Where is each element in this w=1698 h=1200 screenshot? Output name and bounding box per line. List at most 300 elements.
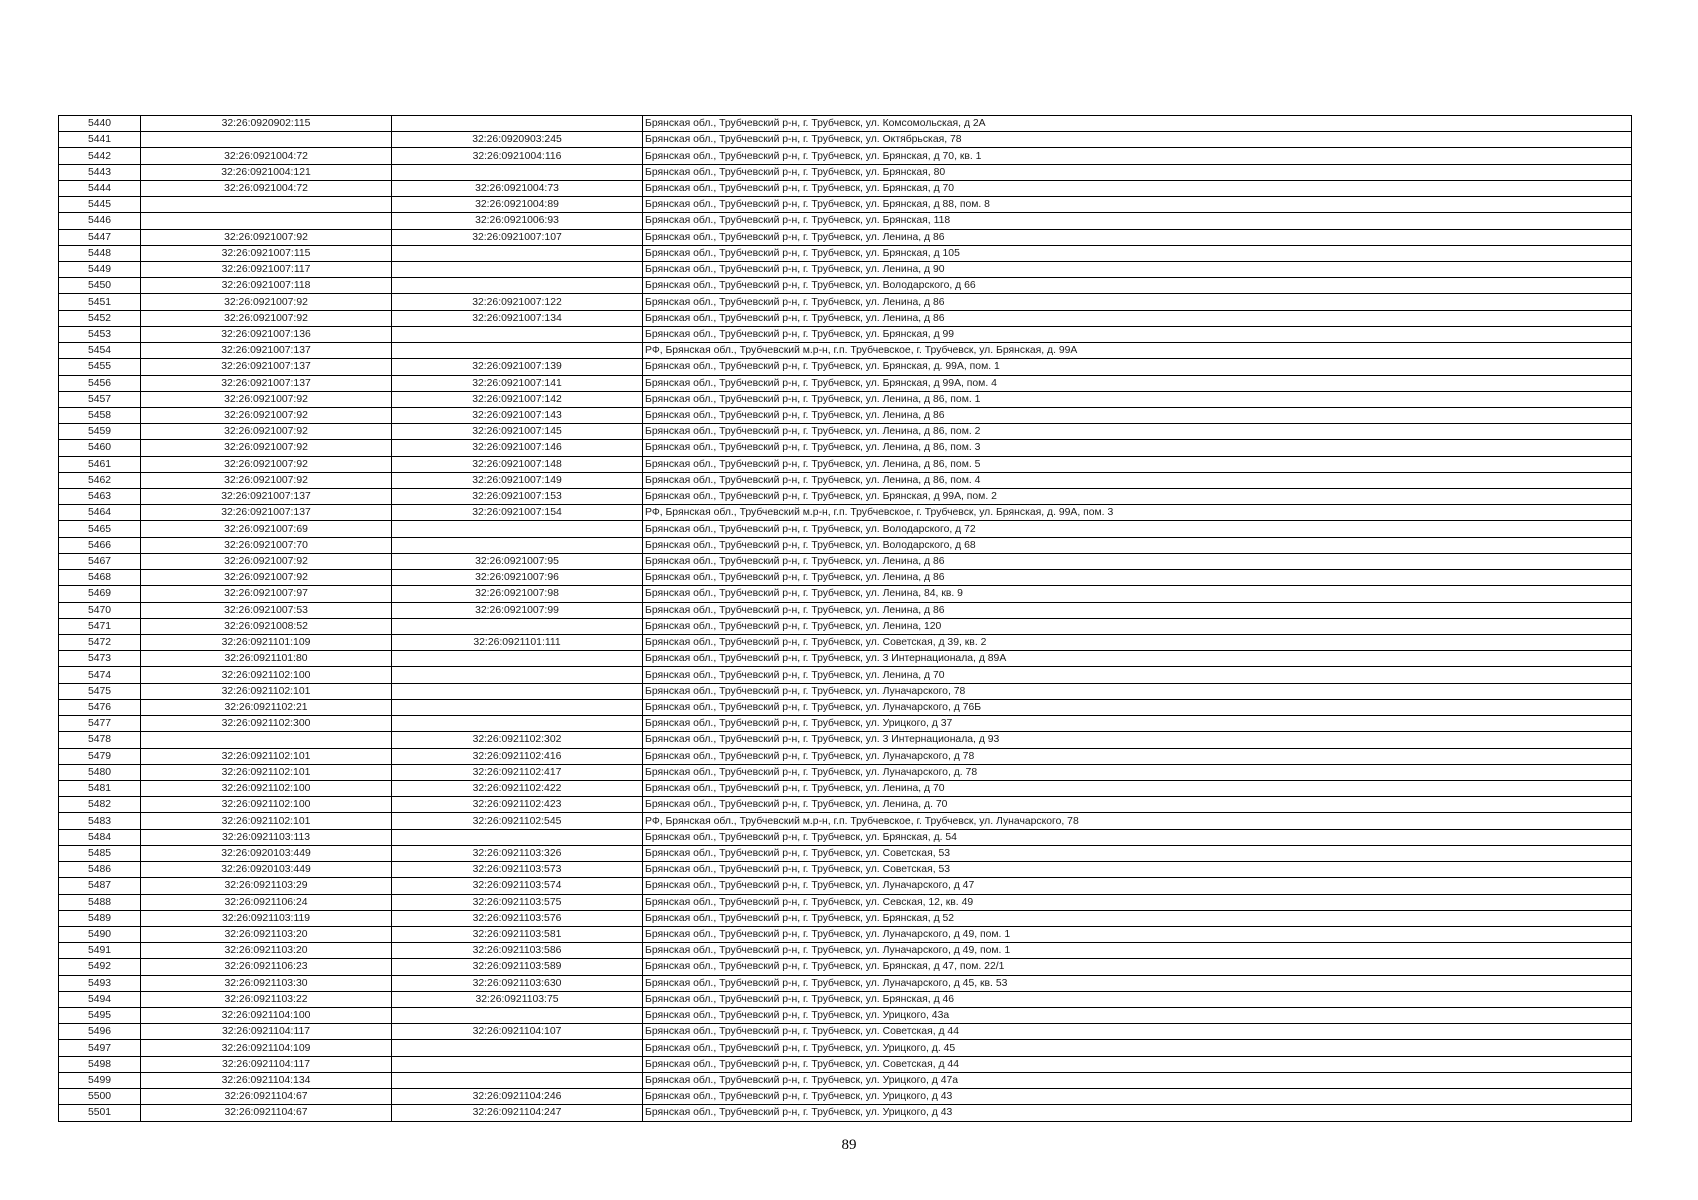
object-number-cell: 32:26:0921004:89 xyxy=(392,197,643,213)
parcel-number-cell: 32:26:0920103:449 xyxy=(141,862,392,878)
row-number-cell: 5464 xyxy=(59,505,141,521)
parcel-number-cell: 32:26:0921102:101 xyxy=(141,764,392,780)
object-number-cell xyxy=(392,651,643,667)
object-number-cell: 32:26:0921103:326 xyxy=(392,845,643,861)
row-number-cell: 5471 xyxy=(59,618,141,634)
row-number-cell: 5479 xyxy=(59,748,141,764)
table-row xyxy=(59,1024,1632,1040)
object-number-cell: 32:26:0921007:148 xyxy=(392,456,643,472)
table-row xyxy=(59,359,1632,375)
table-row xyxy=(59,926,1632,942)
address-cell: Брянская обл., Трубчевский р-н, г. Трубчевск, ул. Советская, 53 xyxy=(643,862,1632,878)
row-number-cell: 5486 xyxy=(59,862,141,878)
address-cell: Брянская обл., Трубчевский р-н, г. Трубчевск, ул. Урицкого, д 47а xyxy=(643,1072,1632,1088)
address-cell: Брянская обл., Трубчевский р-н, г. Трубчевск, ул. 3 Интернационала, д 89А xyxy=(643,651,1632,667)
object-number-cell: 32:26:0921103:576 xyxy=(392,910,643,926)
address-cell: Брянская обл., Трубчевский р-н, г. Трубчевск, ул. Брянская, д 70, кв. 1 xyxy=(643,148,1632,164)
row-number-cell: 5472 xyxy=(59,635,141,651)
row-number-cell: 5445 xyxy=(59,197,141,213)
table-row xyxy=(59,699,1632,715)
table-row xyxy=(59,635,1632,651)
table-row xyxy=(59,797,1632,813)
object-number-cell: 32:26:0921104:246 xyxy=(392,1089,643,1105)
object-number-cell: 32:26:0921102:545 xyxy=(392,813,643,829)
object-number-cell: 32:26:0921103:589 xyxy=(392,959,643,975)
object-number-cell: 32:26:0921103:575 xyxy=(392,894,643,910)
object-number-cell: 32:26:0921007:143 xyxy=(392,407,643,423)
address-cell: Брянская обл., Трубчевский р-н, г. Трубчевск, ул. Ленина, д 86, пом. 4 xyxy=(643,472,1632,488)
address-cell: Брянская обл., Трубчевский р-н, г. Трубчевск, ул. Ленина, д 86, пом. 2 xyxy=(643,424,1632,440)
row-number-cell: 5451 xyxy=(59,294,141,310)
object-number-cell xyxy=(392,343,643,359)
row-number-cell: 5496 xyxy=(59,1024,141,1040)
table-row xyxy=(59,748,1632,764)
table-row xyxy=(59,975,1632,991)
row-number-cell: 5493 xyxy=(59,975,141,991)
object-number-cell xyxy=(392,278,643,294)
parcel-number-cell: 32:26:0921101:80 xyxy=(141,651,392,667)
parcel-number-cell xyxy=(141,732,392,748)
table-row xyxy=(59,391,1632,407)
row-number-cell: 5491 xyxy=(59,943,141,959)
parcel-number-cell: 32:26:0921103:20 xyxy=(141,926,392,942)
object-number-cell: 32:26:0921007:141 xyxy=(392,375,643,391)
table-row xyxy=(59,780,1632,796)
object-number-cell: 32:26:0921103:581 xyxy=(392,926,643,942)
row-number-cell: 5498 xyxy=(59,1056,141,1072)
object-number-cell: 32:26:0921103:586 xyxy=(392,943,643,959)
object-number-cell xyxy=(392,245,643,261)
table-row xyxy=(59,845,1632,861)
object-number-cell xyxy=(392,326,643,342)
table-row xyxy=(59,148,1632,164)
address-cell: Брянская обл., Трубчевский р-н, г. Трубчевск, ул. Урицкого, д. 45 xyxy=(643,1040,1632,1056)
table-row xyxy=(59,862,1632,878)
row-number-cell: 5481 xyxy=(59,780,141,796)
row-number-cell: 5489 xyxy=(59,910,141,926)
parcel-number-cell: 32:26:0921007:70 xyxy=(141,537,392,553)
parcel-number-cell: 32:26:0921106:24 xyxy=(141,894,392,910)
address-cell: Брянская обл., Трубчевский р-н, г. Трубчевск, ул. Ленина, д 86 xyxy=(643,294,1632,310)
table-row xyxy=(59,440,1632,456)
row-number-cell: 5457 xyxy=(59,391,141,407)
table-row xyxy=(59,1056,1632,1072)
object-number-cell xyxy=(392,521,643,537)
object-number-cell xyxy=(392,537,643,553)
parcel-number-cell: 32:26:0921104:100 xyxy=(141,1008,392,1024)
parcel-number-cell: 32:26:0921007:118 xyxy=(141,278,392,294)
address-cell: Брянская обл., Трубчевский р-н, г. Трубчевск, ул. Брянская, д. 99А, пом. 1 xyxy=(643,359,1632,375)
parcel-number-cell: 32:26:0921104:134 xyxy=(141,1072,392,1088)
row-number-cell: 5499 xyxy=(59,1072,141,1088)
row-number-cell: 5455 xyxy=(59,359,141,375)
table-row xyxy=(59,278,1632,294)
table-row xyxy=(59,261,1632,277)
parcel-number-cell: 32:26:0921103:113 xyxy=(141,829,392,845)
object-number-cell xyxy=(392,1072,643,1088)
cadastral-table xyxy=(58,115,1632,1122)
parcel-number-cell: 32:26:0921102:100 xyxy=(141,667,392,683)
object-number-cell: 32:26:0921104:107 xyxy=(392,1024,643,1040)
address-cell: Брянская обл., Трубчевский р-н, г. Трубчевск, ул. Брянская, д 99А, пом. 4 xyxy=(643,375,1632,391)
table-row xyxy=(59,910,1632,926)
address-cell: Брянская обл., Трубчевский р-н, г. Трубчевск, ул. Луначарского, д 45, кв. 53 xyxy=(643,975,1632,991)
table-row xyxy=(59,424,1632,440)
row-number-cell: 5452 xyxy=(59,310,141,326)
address-cell: Брянская обл., Трубчевский р-н, г. Трубчевск, ул. Ленина, д 86 xyxy=(643,407,1632,423)
object-number-cell: 32:26:0921007:145 xyxy=(392,424,643,440)
address-cell: Брянская обл., Трубчевский р-н, г. Трубчевск, ул. Ленина, д 86 xyxy=(643,553,1632,569)
parcel-number-cell: 32:26:0921102:101 xyxy=(141,683,392,699)
address-cell: Брянская обл., Трубчевский р-н, г. Трубчевск, ул. Луначарского, д 47 xyxy=(643,878,1632,894)
address-cell: Брянская обл., Трубчевский р-н, г. Трубчевск, ул. Ленина, д 86 xyxy=(643,602,1632,618)
parcel-number-cell: 32:26:0921007:92 xyxy=(141,424,392,440)
address-cell: Брянская обл., Трубчевский р-н, г. Трубчевск, ул. Брянская, 118 xyxy=(643,213,1632,229)
table-row xyxy=(59,116,1632,132)
row-number-cell: 5442 xyxy=(59,148,141,164)
table-row xyxy=(59,618,1632,634)
parcel-number-cell: 32:26:0921007:92 xyxy=(141,229,392,245)
object-number-cell: 32:26:0921103:574 xyxy=(392,878,643,894)
row-number-cell: 5462 xyxy=(59,472,141,488)
parcel-number-cell: 32:26:0921102:21 xyxy=(141,699,392,715)
address-cell: Брянская обл., Трубчевский р-н, г. Трубчевск, ул. Брянская, д 70 xyxy=(643,180,1632,196)
row-number-cell: 5448 xyxy=(59,245,141,261)
address-cell: Брянская обл., Трубчевский р-н, г. Трубчевск, ул. Володарского, д 66 xyxy=(643,278,1632,294)
address-cell: Брянская обл., Трубчевский р-н, г. Трубчевск, ул. Советская, д 44 xyxy=(643,1024,1632,1040)
address-cell: Брянская обл., Трубчевский р-н, г. Трубчевск, ул. Урицкого, д 37 xyxy=(643,716,1632,732)
table-row xyxy=(59,456,1632,472)
row-number-cell: 5483 xyxy=(59,813,141,829)
parcel-number-cell: 32:26:0921007:137 xyxy=(141,343,392,359)
object-number-cell xyxy=(392,261,643,277)
row-number-cell: 5454 xyxy=(59,343,141,359)
object-number-cell: 32:26:0921007:142 xyxy=(392,391,643,407)
parcel-number-cell xyxy=(141,132,392,148)
address-cell: Брянская обл., Трубчевский р-н, г. Трубчевск, ул. Ленина, д 86 xyxy=(643,310,1632,326)
row-number-cell: 5443 xyxy=(59,164,141,180)
object-number-cell: 32:26:0921007:153 xyxy=(392,489,643,505)
object-number-cell xyxy=(392,1008,643,1024)
table-row xyxy=(59,132,1632,148)
address-cell: Брянская обл., Трубчевский р-н, г. Трубчевск, ул. Ленина, д 70 xyxy=(643,780,1632,796)
address-cell: Брянская обл., Трубчевский р-н, г. Трубчевск, ул. Брянская, д 88, пом. 8 xyxy=(643,197,1632,213)
object-number-cell xyxy=(392,683,643,699)
address-cell: Брянская обл., Трубчевский р-н, г. Трубчевск, ул. Ленина, д 86, пом. 1 xyxy=(643,391,1632,407)
address-cell: РФ, Брянская обл., Трубчевский м.р-н, г.п. Трубчевское, г. Трубчевск, ул. Луначарского, 78 xyxy=(643,813,1632,829)
row-number-cell: 5484 xyxy=(59,829,141,845)
address-cell: Брянская обл., Трубчевский р-н, г. Трубчевск, ул. Ленина, д. 70 xyxy=(643,797,1632,813)
object-number-cell: 32:26:0921007:98 xyxy=(392,586,643,602)
row-number-cell: 5478 xyxy=(59,732,141,748)
parcel-number-cell: 32:26:0921104:109 xyxy=(141,1040,392,1056)
address-cell: Брянская обл., Трубчевский р-н, г. Трубчевск, ул. Ленина, д 86 xyxy=(643,229,1632,245)
table-row xyxy=(59,245,1632,261)
parcel-number-cell: 32:26:0921007:53 xyxy=(141,602,392,618)
object-number-cell: 32:26:0921007:107 xyxy=(392,229,643,245)
object-number-cell xyxy=(392,716,643,732)
parcel-number-cell: 32:26:0921007:92 xyxy=(141,391,392,407)
row-number-cell: 5470 xyxy=(59,602,141,618)
row-number-cell: 5477 xyxy=(59,716,141,732)
row-number-cell: 5458 xyxy=(59,407,141,423)
address-cell: Брянская обл., Трубчевский р-н, г. Трубчевск, ул. Луначарского, д 49, пом. 1 xyxy=(643,943,1632,959)
object-number-cell: 32:26:0921102:416 xyxy=(392,748,643,764)
table-row xyxy=(59,472,1632,488)
object-number-cell xyxy=(392,667,643,683)
object-number-cell: 32:26:0921007:99 xyxy=(392,602,643,618)
address-cell: Брянская обл., Трубчевский р-н, г. Трубчевск, ул. Севская, 12, кв. 49 xyxy=(643,894,1632,910)
object-number-cell: 32:26:0921103:630 xyxy=(392,975,643,991)
table-row xyxy=(59,553,1632,569)
table-row xyxy=(59,683,1632,699)
parcel-number-cell: 32:26:0921007:117 xyxy=(141,261,392,277)
row-number-cell: 5444 xyxy=(59,180,141,196)
parcel-number-cell: 32:26:0921102:101 xyxy=(141,813,392,829)
row-number-cell: 5450 xyxy=(59,278,141,294)
row-number-cell: 5465 xyxy=(59,521,141,537)
row-number-cell: 5490 xyxy=(59,926,141,942)
row-number-cell: 5473 xyxy=(59,651,141,667)
table-row xyxy=(59,813,1632,829)
parcel-number-cell: 32:26:0921007:92 xyxy=(141,456,392,472)
address-cell: Брянская обл., Трубчевский р-н, г. Трубчевск, ул. Брянская, д 99 xyxy=(643,326,1632,342)
object-number-cell: 32:26:0921007:146 xyxy=(392,440,643,456)
object-number-cell: 32:26:0921102:422 xyxy=(392,780,643,796)
parcel-number-cell: 32:26:0921104:117 xyxy=(141,1024,392,1040)
address-cell: Брянская обл., Трубчевский р-н, г. Трубчевск, ул. Брянская, д 105 xyxy=(643,245,1632,261)
parcel-number-cell xyxy=(141,197,392,213)
parcel-number-cell: 32:26:0921007:92 xyxy=(141,570,392,586)
row-number-cell: 5469 xyxy=(59,586,141,602)
address-cell: Брянская обл., Трубчевский р-н, г. Трубчевск, ул. Брянская, д 46 xyxy=(643,991,1632,1007)
row-number-cell: 5501 xyxy=(59,1105,141,1121)
row-number-cell: 5446 xyxy=(59,213,141,229)
table-row xyxy=(59,505,1632,521)
parcel-number-cell: 32:26:0921007:97 xyxy=(141,586,392,602)
address-cell: Брянская обл., Трубчевский р-н, г. Трубчевск, ул. Комсомольская, д 2А xyxy=(643,116,1632,132)
address-cell: Брянская обл., Трубчевский р-н, г. Трубчевск, ул. Урицкого, 43а xyxy=(643,1008,1632,1024)
address-cell: Брянская обл., Трубчевский р-н, г. Трубчевск, ул. Володарского, д 68 xyxy=(643,537,1632,553)
row-number-cell: 5474 xyxy=(59,667,141,683)
table-row xyxy=(59,991,1632,1007)
address-cell: Брянская обл., Трубчевский р-н, г. Трубчевск, ул. Ленина, д 70 xyxy=(643,667,1632,683)
row-number-cell: 5468 xyxy=(59,570,141,586)
table-row xyxy=(59,651,1632,667)
address-cell: Брянская обл., Трубчевский р-н, г. Трубчевск, ул. 3 Интернационала, д 93 xyxy=(643,732,1632,748)
object-number-cell: 32:26:0921007:95 xyxy=(392,553,643,569)
address-cell: Брянская обл., Трубчевский р-н, г. Трубчевск, ул. Луначарского, д 76Б xyxy=(643,699,1632,715)
object-number-cell xyxy=(392,829,643,845)
address-cell: Брянская обл., Трубчевский р-н, г. Трубчевск, ул. Октябрьская, 78 xyxy=(643,132,1632,148)
table-row xyxy=(59,764,1632,780)
object-number-cell: 32:26:0921007:122 xyxy=(392,294,643,310)
row-number-cell: 5476 xyxy=(59,699,141,715)
object-number-cell xyxy=(392,618,643,634)
parcel-number-cell: 32:26:0921007:92 xyxy=(141,553,392,569)
object-number-cell: 32:26:0921101:111 xyxy=(392,635,643,651)
parcel-number-cell: 32:26:0921007:136 xyxy=(141,326,392,342)
table-row xyxy=(59,1072,1632,1088)
parcel-number-cell: 32:26:0921101:109 xyxy=(141,635,392,651)
table-row xyxy=(59,716,1632,732)
page-number: 89 xyxy=(841,1137,857,1153)
address-cell: Брянская обл., Трубчевский р-н, г. Трубчевск, ул. Луначарского, д. 78 xyxy=(643,764,1632,780)
parcel-number-cell: 32:26:0920103:449 xyxy=(141,845,392,861)
parcel-number-cell: 32:26:0921104:117 xyxy=(141,1056,392,1072)
address-cell: Брянская обл., Трубчевский р-н, г. Трубчевск, ул. Брянская, д. 54 xyxy=(643,829,1632,845)
table-row xyxy=(59,667,1632,683)
object-number-cell: 32:26:0921007:139 xyxy=(392,359,643,375)
parcel-number-cell: 32:26:0921102:100 xyxy=(141,780,392,796)
row-number-cell: 5500 xyxy=(59,1089,141,1105)
object-number-cell: 32:26:0921007:154 xyxy=(392,505,643,521)
parcel-number-cell: 32:26:0921007:137 xyxy=(141,375,392,391)
row-number-cell: 5480 xyxy=(59,764,141,780)
parcel-number-cell: 32:26:0921007:92 xyxy=(141,407,392,423)
table-row xyxy=(59,521,1632,537)
object-number-cell xyxy=(392,1056,643,1072)
table-row xyxy=(59,326,1632,342)
row-number-cell: 5482 xyxy=(59,797,141,813)
table-row xyxy=(59,1008,1632,1024)
row-number-cell: 5466 xyxy=(59,537,141,553)
row-number-cell: 5461 xyxy=(59,456,141,472)
table-row xyxy=(59,407,1632,423)
address-cell: Брянская обл., Трубчевский р-н, г. Трубчевск, ул. Советская, д 39, кв. 2 xyxy=(643,635,1632,651)
address-cell: Брянская обл., Трубчевский р-н, г. Трубчевск, ул. Брянская, д 47, пом. 22/1 xyxy=(643,959,1632,975)
object-number-cell: 32:26:0921102:423 xyxy=(392,797,643,813)
row-number-cell: 5459 xyxy=(59,424,141,440)
address-cell: Брянская обл., Трубчевский р-н, г. Трубчевск, ул. Советская, 53 xyxy=(643,845,1632,861)
address-cell: Брянская обл., Трубчевский р-н, г. Трубчевск, ул. Ленина, 120 xyxy=(643,618,1632,634)
address-cell: Брянская обл., Трубчевский р-н, г. Трубчевск, ул. Брянская, д 52 xyxy=(643,910,1632,926)
address-cell: РФ, Брянская обл., Трубчевский м.р-н, г.п. Трубчевское, г. Трубчевск, ул. Брянская, д. 99А, пом. 3 xyxy=(643,505,1632,521)
table-row xyxy=(59,570,1632,586)
object-number-cell: 32:26:0921104:247 xyxy=(392,1105,643,1121)
table-row xyxy=(59,164,1632,180)
object-number-cell: 32:26:0921103:573 xyxy=(392,862,643,878)
object-number-cell: 32:26:0921007:96 xyxy=(392,570,643,586)
table-row xyxy=(59,943,1632,959)
table-row xyxy=(59,1105,1632,1121)
row-number-cell: 5487 xyxy=(59,878,141,894)
object-number-cell xyxy=(392,116,643,132)
parcel-number-cell: 32:26:0920902:115 xyxy=(141,116,392,132)
row-number-cell: 5449 xyxy=(59,261,141,277)
row-number-cell: 5467 xyxy=(59,553,141,569)
object-number-cell: 32:26:0920903:245 xyxy=(392,132,643,148)
object-number-cell: 32:26:0921007:149 xyxy=(392,472,643,488)
table-row xyxy=(59,732,1632,748)
parcel-number-cell: 32:26:0921004:72 xyxy=(141,148,392,164)
table-row xyxy=(59,213,1632,229)
parcel-number-cell: 32:26:0921007:92 xyxy=(141,294,392,310)
parcel-number-cell: 32:26:0921106:23 xyxy=(141,959,392,975)
parcel-number-cell: 32:26:0921104:67 xyxy=(141,1089,392,1105)
parcel-number-cell: 32:26:0921007:92 xyxy=(141,472,392,488)
address-cell: Брянская обл., Трубчевский р-н, г. Трубчевск, ул. Ленина, д 86 xyxy=(643,570,1632,586)
object-number-cell: 32:26:0921103:75 xyxy=(392,991,643,1007)
parcel-number-cell: 32:26:0921007:115 xyxy=(141,245,392,261)
address-cell: Брянская обл., Трубчевский р-н, г. Трубчевск, ул. Луначарского, 78 xyxy=(643,683,1632,699)
object-number-cell: 32:26:0921102:302 xyxy=(392,732,643,748)
address-cell: РФ, Брянская обл., Трубчевский м.р-н, г.п. Трубчевское, г. Трубчевск, ул. Брянская, д. 99А xyxy=(643,343,1632,359)
object-number-cell: 32:26:0921102:417 xyxy=(392,764,643,780)
parcel-number-cell: 32:26:0921007:137 xyxy=(141,489,392,505)
parcel-number-cell: 32:26:0921007:92 xyxy=(141,440,392,456)
table-row xyxy=(59,310,1632,326)
table-row xyxy=(59,878,1632,894)
object-number-cell xyxy=(392,1040,643,1056)
parcel-number-cell: 32:26:0921103:119 xyxy=(141,910,392,926)
table-body xyxy=(59,116,1632,1122)
object-number-cell: 32:26:0921004:73 xyxy=(392,180,643,196)
table-row xyxy=(59,294,1632,310)
object-number-cell xyxy=(392,699,643,715)
parcel-number-cell xyxy=(141,213,392,229)
row-number-cell: 5494 xyxy=(59,991,141,1007)
parcel-number-cell: 32:26:0921004:121 xyxy=(141,164,392,180)
parcel-number-cell: 32:26:0921102:300 xyxy=(141,716,392,732)
table-row xyxy=(59,343,1632,359)
table-row xyxy=(59,197,1632,213)
address-cell: Брянская обл., Трубчевский р-н, г. Трубчевск, ул. Урицкого, д 43 xyxy=(643,1089,1632,1105)
row-number-cell: 5463 xyxy=(59,489,141,505)
address-cell: Брянская обл., Трубчевский р-н, г. Трубчевск, ул. Ленина, д 90 xyxy=(643,261,1632,277)
row-number-cell: 5485 xyxy=(59,845,141,861)
address-cell: Брянская обл., Трубчевский р-н, г. Трубчевск, ул. Володарского, д 72 xyxy=(643,521,1632,537)
address-cell: Брянская обл., Трубчевский р-н, г. Трубчевск, ул. Луначарского, д 49, пом. 1 xyxy=(643,926,1632,942)
parcel-number-cell: 32:26:0921103:20 xyxy=(141,943,392,959)
parcel-number-cell: 32:26:0921103:30 xyxy=(141,975,392,991)
parcel-number-cell: 32:26:0921102:101 xyxy=(141,748,392,764)
row-number-cell: 5440 xyxy=(59,116,141,132)
table-row xyxy=(59,375,1632,391)
object-number-cell: 32:26:0921006:93 xyxy=(392,213,643,229)
row-number-cell: 5495 xyxy=(59,1008,141,1024)
table-row xyxy=(59,586,1632,602)
address-cell: Брянская обл., Трубчевский р-н, г. Трубчевск, ул. Луначарского, д 78 xyxy=(643,748,1632,764)
row-number-cell: 5441 xyxy=(59,132,141,148)
table-row xyxy=(59,1040,1632,1056)
parcel-number-cell: 32:26:0921007:137 xyxy=(141,359,392,375)
address-cell: Брянская обл., Трубчевский р-н, г. Трубчевск, ул. Ленина, д 86, пом. 5 xyxy=(643,456,1632,472)
table-row xyxy=(59,1089,1632,1105)
table-row xyxy=(59,537,1632,553)
address-cell: Брянская обл., Трубчевский р-н, г. Трубчевск, ул. Ленина, 84, кв. 9 xyxy=(643,586,1632,602)
object-number-cell: 32:26:0921004:116 xyxy=(392,148,643,164)
row-number-cell: 5447 xyxy=(59,229,141,245)
table-row xyxy=(59,229,1632,245)
row-number-cell: 5460 xyxy=(59,440,141,456)
row-number-cell: 5492 xyxy=(59,959,141,975)
table-row xyxy=(59,894,1632,910)
parcel-number-cell: 32:26:0921008:52 xyxy=(141,618,392,634)
parcel-number-cell: 32:26:0921103:22 xyxy=(141,991,392,1007)
table-row xyxy=(59,829,1632,845)
parcel-number-cell: 32:26:0921007:92 xyxy=(141,310,392,326)
address-cell: Брянская обл., Трубчевский р-н, г. Трубчевск, ул. Брянская, 80 xyxy=(643,164,1632,180)
row-number-cell: 5456 xyxy=(59,375,141,391)
parcel-number-cell: 32:26:0921104:67 xyxy=(141,1105,392,1121)
row-number-cell: 5475 xyxy=(59,683,141,699)
row-number-cell: 5488 xyxy=(59,894,141,910)
address-cell: Брянская обл., Трубчевский р-н, г. Трубчевск, ул. Брянская, д 99А, пом. 2 xyxy=(643,489,1632,505)
table-row xyxy=(59,180,1632,196)
address-cell: Брянская обл., Трубчевский р-н, г. Трубчевск, ул. Урицкого, д 43 xyxy=(643,1105,1632,1121)
row-number-cell: 5453 xyxy=(59,326,141,342)
